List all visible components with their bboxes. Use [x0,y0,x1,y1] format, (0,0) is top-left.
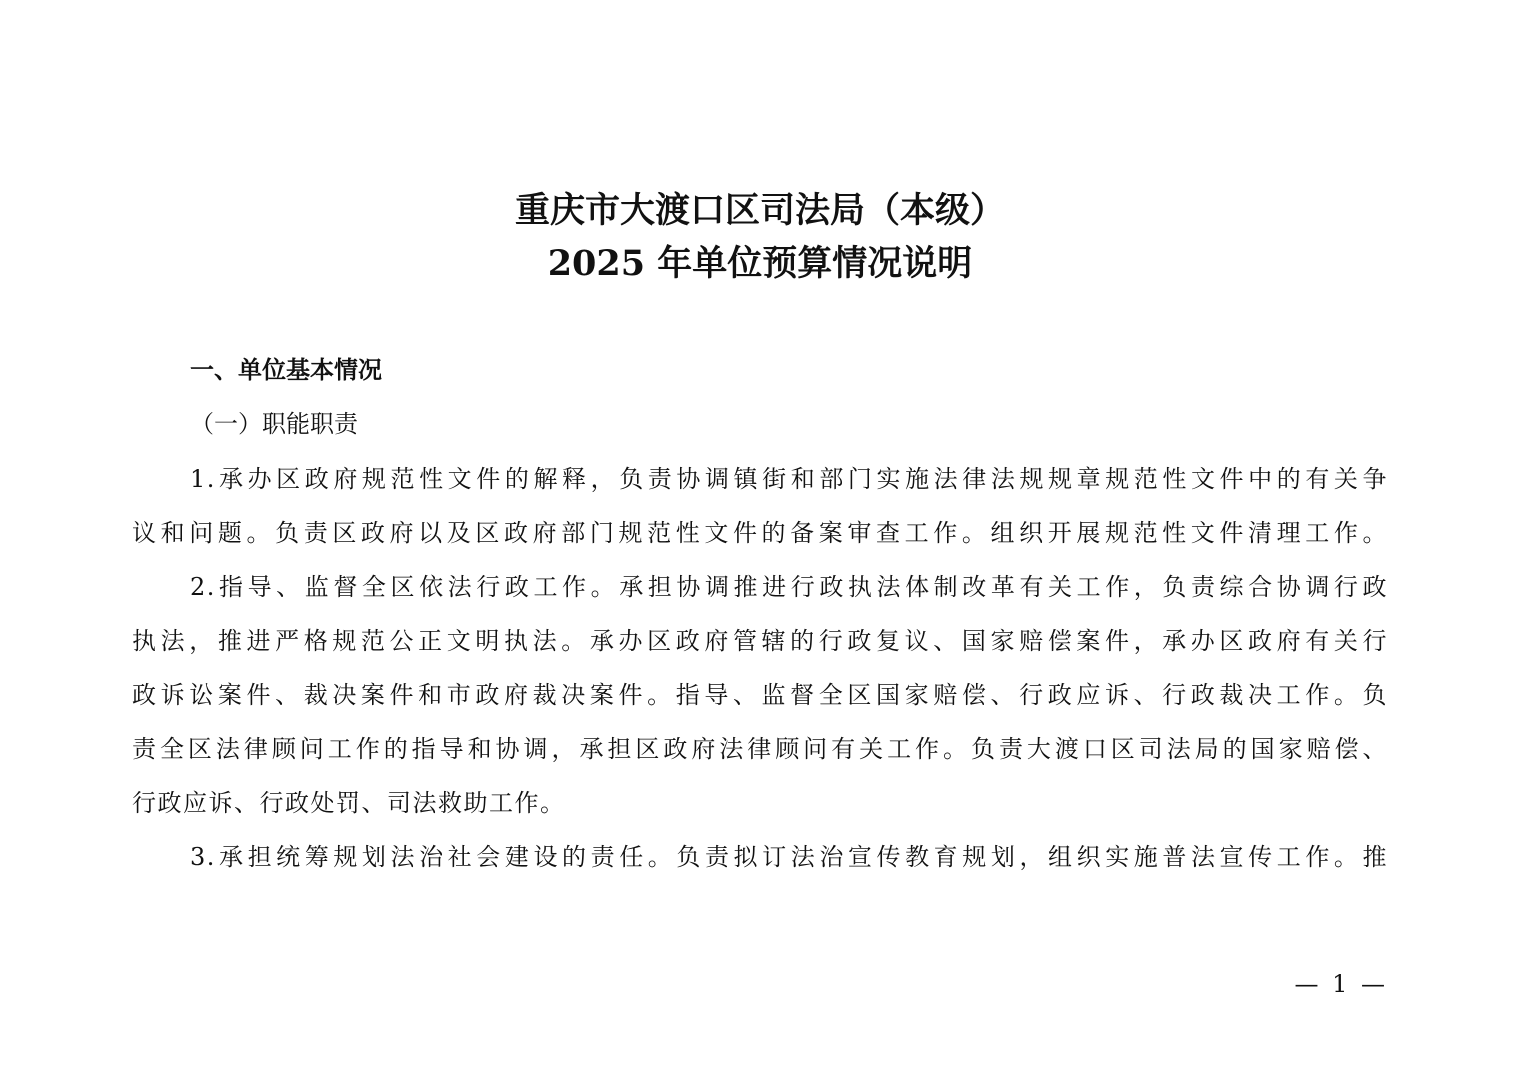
body-text-line: 1.承办区政府规范性文件的解释，负责协调镇街和部门实施法律法规规章规范性文件中的有关争 [190,465,1388,493]
section-heading-unit-basic-info: 一、单位基本情况 [190,356,382,384]
body-text-line: 议和问题。负责区政府以及区政府部门规范性文件的备案审查工作。组织开展规范性文件清理工作。 [132,519,1388,547]
body-text-line: 3.承担统筹规划法治社会建设的责任。负责拟订法治宣传教育规划，组织实施普法宣传工作。推 [190,843,1388,871]
page-number: — 1 — [1294,970,1388,998]
body-text-line: 政诉讼案件、裁决案件和市政府裁决案件。指导、监督全区国家赔偿、行政应诉、行政裁决工作。负 [132,681,1388,709]
body-text-line: 行政应诉、行政处罚、司法救助工作。 [132,789,566,817]
document-title-line-2: 2025 年单位预算情况说明 [547,243,973,284]
body-text-line: 2.指导、监督全区依法行政工作。承担协调推进行政执法体制改革有关工作，负责综合协调行政 [190,573,1388,601]
body-text-line: 责全区法律顾问工作的指导和协调，承担区政府法律顾问有关工作。负责大渡口区司法局的国家赔偿、 [132,735,1388,763]
body-text-line: 执法，推进严格规范公正文明执法。承办区政府管辖的行政复议、国家赔偿案件，承办区政府有关行 [132,627,1388,655]
subsection-heading-functions: （一）职能职责 [190,410,358,438]
document-title-line-1: 重庆市大渡口区司法局（本级） [514,190,1005,231]
